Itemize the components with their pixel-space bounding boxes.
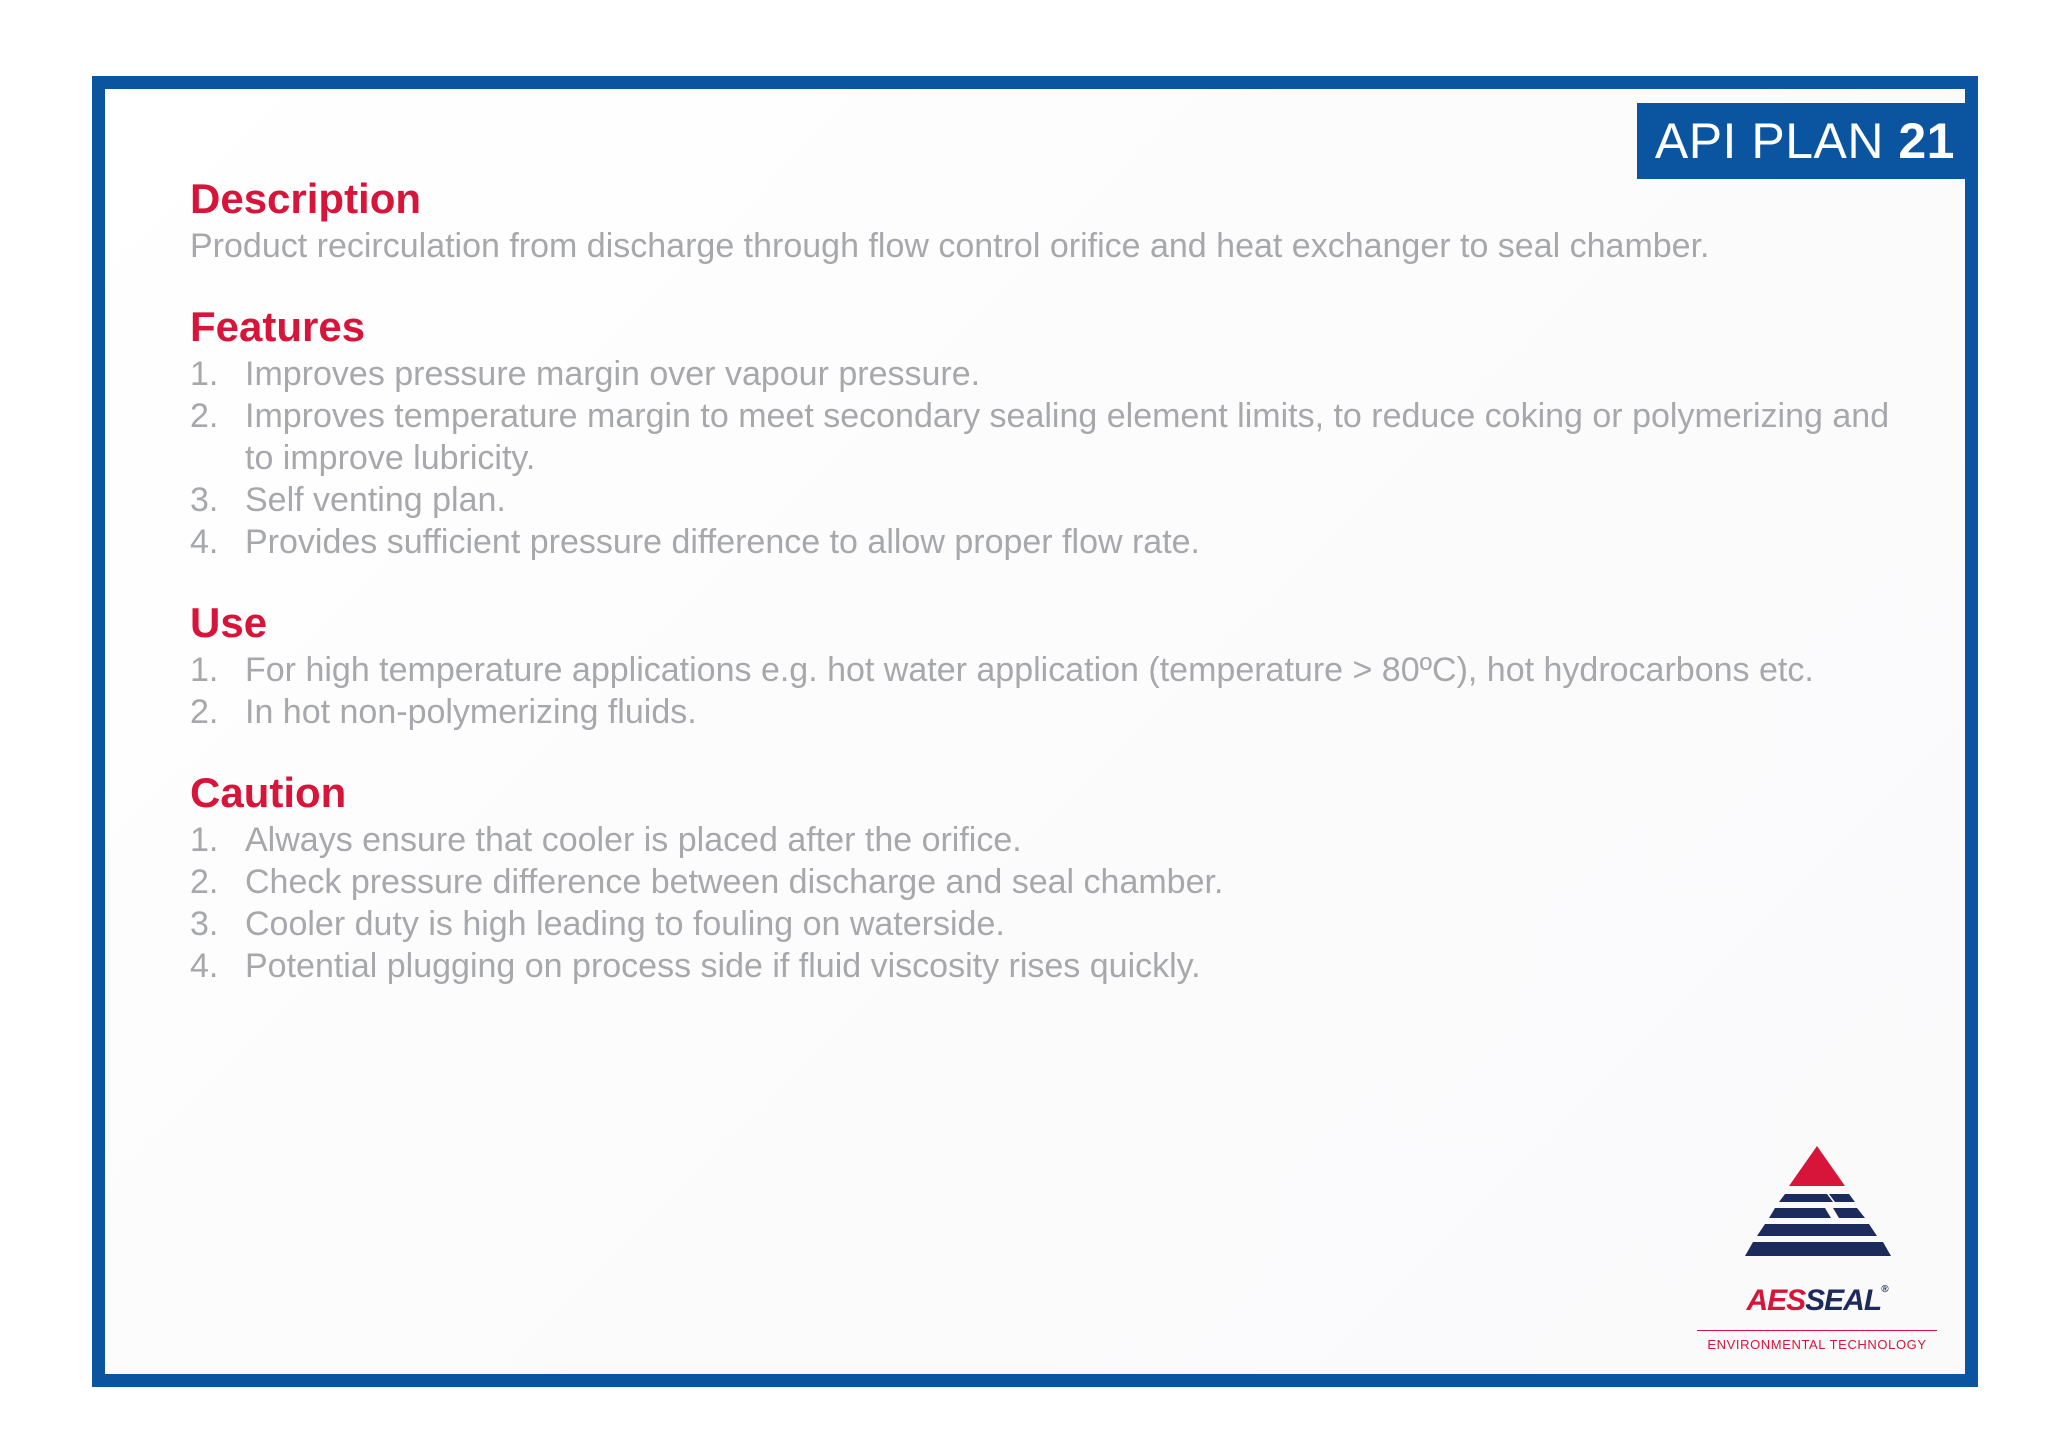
item-text: Always ensure that cooler is placed after the orifice. bbox=[245, 821, 1022, 859]
plan-number: 21 bbox=[1898, 113, 1955, 169]
features-list bbox=[190, 353, 1890, 563]
item-text: Cooler duty is high leading to fouling on waterside. bbox=[245, 905, 1005, 943]
description-section bbox=[190, 175, 1890, 267]
list-item bbox=[190, 861, 1890, 903]
item-number: 2. bbox=[190, 397, 219, 435]
use-list bbox=[190, 649, 1890, 733]
aesseal-pyramid-icon bbox=[1697, 1140, 1937, 1290]
content bbox=[190, 175, 1890, 1023]
list-item bbox=[190, 353, 1890, 395]
item-text: Improves temperature margin to meet secondary sealing element limits, to reduce coking or polymerizing and to improve lubricity. bbox=[245, 397, 1890, 477]
item-text: Potential plugging on process side if fluid viscosity rises quickly. bbox=[245, 947, 1201, 985]
description-heading: Description bbox=[190, 175, 422, 222]
item-number: 2. bbox=[190, 693, 219, 731]
wordmark-aes: AES bbox=[1746, 1284, 1806, 1317]
list-item bbox=[190, 395, 1890, 479]
use-section bbox=[190, 599, 1890, 733]
item-number: 3. bbox=[190, 481, 219, 519]
item-text: In hot non-polymerizing fluids. bbox=[245, 693, 697, 731]
item-number: 4. bbox=[190, 947, 219, 985]
item-text: Improves pressure margin over vapour pressure. bbox=[245, 355, 981, 393]
item-text: Self venting plan. bbox=[245, 481, 506, 519]
features-section bbox=[190, 303, 1890, 563]
caution-section bbox=[190, 769, 1890, 987]
caution-list bbox=[190, 819, 1890, 987]
description-text: Product recirculation from discharge through flow control orifice and heat exchanger to seal chamber. bbox=[190, 227, 1710, 265]
item-number: 2. bbox=[190, 863, 219, 901]
item-number: 4. bbox=[190, 523, 219, 561]
item-number: 3. bbox=[190, 905, 219, 943]
caution-heading: Caution bbox=[190, 769, 347, 816]
list-item bbox=[190, 819, 1890, 861]
registered-mark: ® bbox=[1881, 1284, 1888, 1295]
aesseal-wordmark bbox=[1697, 1284, 1937, 1318]
list-item bbox=[190, 479, 1890, 521]
list-item bbox=[190, 649, 1890, 691]
wordmark-seal: SEAL bbox=[1805, 1284, 1882, 1317]
list-item bbox=[190, 945, 1890, 987]
document-frame bbox=[92, 76, 1978, 1387]
features-heading: Features bbox=[190, 303, 366, 350]
list-item bbox=[190, 691, 1890, 733]
item-text: Check pressure difference between discharge and seal chamber. bbox=[245, 863, 1224, 901]
plan-label: API PLAN bbox=[1654, 113, 1884, 169]
item-text: For high temperature applications e.g. hot water application (temperature > 80ºC), hot hydrocarbons etc. bbox=[245, 651, 1814, 689]
list-item bbox=[190, 903, 1890, 945]
aesseal-logo bbox=[1697, 1140, 1937, 1352]
item-number: 1. bbox=[190, 821, 219, 859]
item-number: 1. bbox=[190, 651, 219, 689]
plan-badge bbox=[1637, 103, 1965, 179]
item-text: Provides sufficient pressure difference to allow proper flow rate. bbox=[245, 523, 1201, 561]
item-number: 1. bbox=[190, 355, 219, 393]
logo-tagline: ENVIRONMENTAL TECHNOLOGY bbox=[1697, 1330, 1937, 1352]
use-heading: Use bbox=[190, 599, 268, 646]
list-item bbox=[190, 521, 1890, 563]
